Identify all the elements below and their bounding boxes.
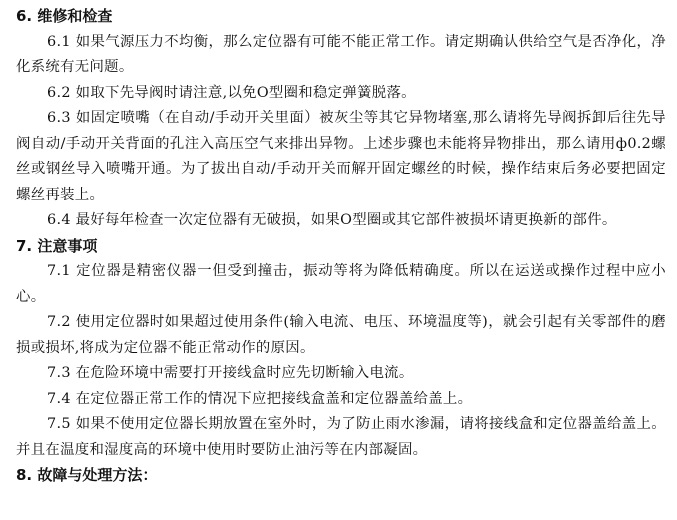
section-heading-troubleshooting: 8. 故障与处理方法： [16,466,158,484]
section-maintenance [16,4,666,234]
section-heading-precautions: 7. 注意事项 [16,236,98,255]
paragraph-6-4: 6.4 最好每年检查一次定位器有无破损，如果O型圈或其它部件被损坏请更换新的部件。 [47,212,617,228]
paragraph-6-1: 6.1 如果气源压力不均衡，那么定位器有可能不能正常工作。请定期确认供给空气是否净化，净化系统有无问题。 [16,33,666,75]
document-page [16,4,666,489]
paragraph-7-3: 7.3 在危险环境中需要打开接线盒时应先切断输入电流。 [47,365,414,381]
section-heading-maintenance: 6. 维修和检查 [16,7,113,25]
paragraph-7-5: 7.5 如果不使用定位器长期放置在室外时，为了防止雨水渗漏，请将接线盒和定位器盖给盖上。并且在温度和湿度高的环境中使用时要防止油污等在内部凝固。 [16,416,666,458]
section-troubleshooting [16,463,666,489]
paragraph-7-2: 7.2 使用定位器时如果超过使用条件(输入电流、电压、环境温度等)，就会引起有关零部件的磨损或损坏,将成为定位器不能正常动作的原因。 [16,314,666,356]
paragraph-6-2: 6.2 如取下先导阀时请注意,以免O型圈和稳定弹簧脱落。 [47,84,416,101]
paragraph-6-3: 6.3 如固定喷嘴（在自动/手动开关里面）被灰尘等其它异物堵塞,那么请将先导阀拆卸后往先导阀自动/手动开关背面的孔注入高压空气来排出异物。上述步骤也未能将异物排出，那么请用ф0.2螺丝或钢丝导入喷嘴开通。为了拔出自动/手动开关而解开固定螺丝的时候，操作结束后务必要把固定螺丝再装上。 [16,110,666,203]
section-precautions [16,234,666,464]
paragraph-7-4: 7.4 在定位器正常工作的情况下应把接线盒盖和定位器盖给盖上。 [47,390,473,407]
paragraph-7-1: 7.1 定位器是精密仪器一但受到撞击，振动等将为降低精确度。所以在运送或操作过程中应小心。 [16,263,666,305]
